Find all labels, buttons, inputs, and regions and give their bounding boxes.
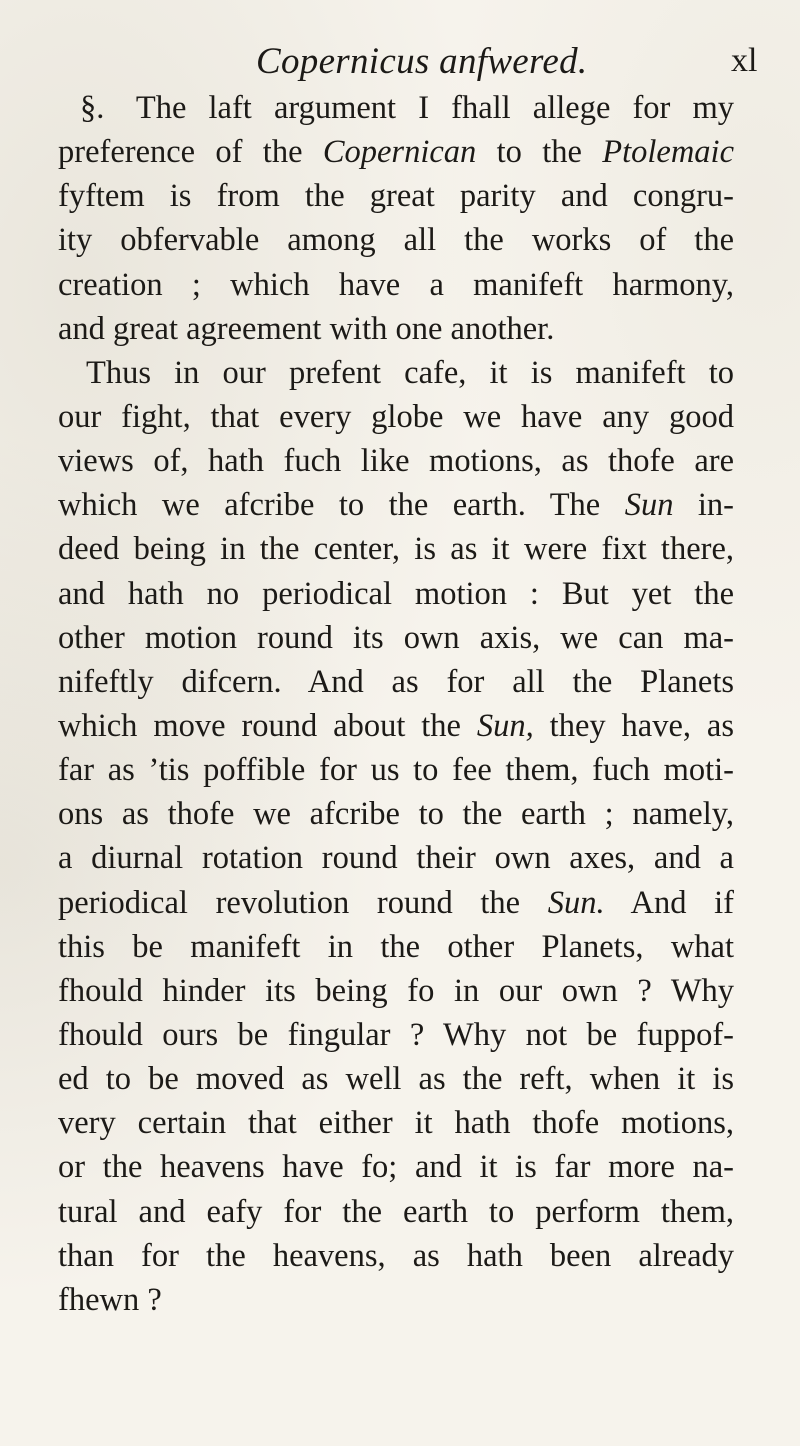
text-line: preference of the Copernican to the Ptolemaic — [58, 134, 734, 171]
italic-term: Ptolemaic — [602, 134, 734, 171]
text-line: deed being in the center, is as it were fixt there, — [58, 531, 734, 568]
text-line: fhould ours be fingular ? Why not be fuppof- — [58, 1016, 734, 1053]
text-line: creation ; which have a manifeft harmony, — [58, 266, 734, 303]
text-line: this be manifeft in the other Planets, what — [58, 928, 734, 965]
text-line: our fight, that every globe we have any good — [58, 398, 734, 435]
text-line: ons as thofe we afcribe to the earth ; namely, — [58, 796, 734, 833]
text-line: or the heavens have fo; and it is far more na- — [58, 1149, 734, 1186]
text-line: nifeftly difcern. And as for all the Planets — [58, 663, 734, 700]
italic-term: Copernican — [322, 134, 477, 171]
text-line: other motion round its own axis, we can ma- — [58, 619, 734, 656]
text-line: fhewn ? — [58, 1281, 162, 1318]
text-line: than for the heavens, as hath been already — [58, 1237, 734, 1274]
text-line: ed to be moved as well as the reft, when it is — [58, 1061, 734, 1098]
italic-term: Sun — [624, 487, 674, 524]
italic-term: Sun. — [547, 884, 605, 921]
text-line: fhould hinder its being fo in our own ? Why — [58, 972, 734, 1009]
text-line: very certain that either it hath thofe motions, — [58, 1105, 734, 1142]
text-line: far as ’tis poffible for us to fee them, fuch moti- — [58, 752, 734, 789]
italic-term: Sun, — [476, 707, 534, 744]
running-title: Copernicus anfwered. — [256, 41, 588, 82]
text-line: views of, hath fuch like motions, as thofe are — [58, 443, 734, 480]
text-line: and hath no periodical motion : But yet the — [58, 575, 734, 612]
text-line: a diurnal rotation round their own axes, and a — [58, 840, 734, 877]
page-number: xl — [731, 42, 758, 79]
text-line: fyftem is from the great parity and congru- — [58, 178, 734, 215]
text-line: which move round about the Sun, they have, as — [58, 707, 734, 744]
text-line: Thus in our prefent cafe, it is manifeft to — [86, 354, 734, 391]
text-line: periodical revolution round the Sun. And if — [58, 884, 734, 921]
text-line: ity obfervable among all the works of the — [58, 222, 734, 259]
body-text — [58, 86, 734, 1322]
text-line: tural and eafy for the earth to perform them, — [58, 1193, 734, 1230]
running-head — [0, 36, 800, 88]
text-line: and great agreement with one another. — [58, 310, 555, 347]
text-line: §. The laft argument I fhall allege for my — [80, 90, 734, 126]
text-line: which we afcribe to the earth. The Sun in- — [58, 487, 734, 524]
section-mark: §. — [80, 90, 105, 126]
